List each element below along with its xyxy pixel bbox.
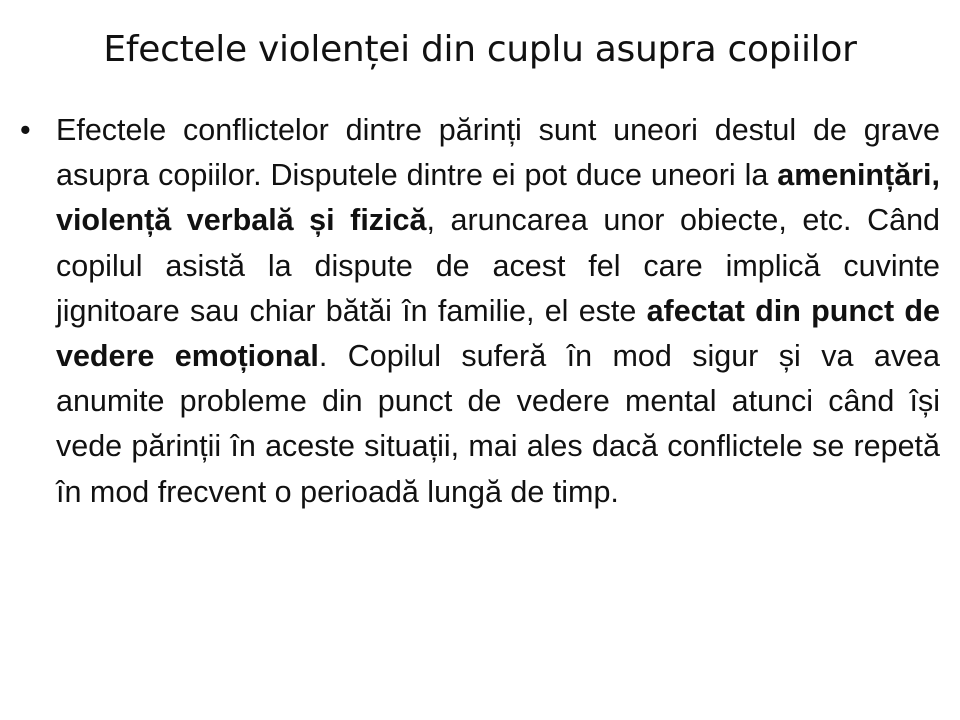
bullet-point-icon: • bbox=[20, 113, 31, 147]
paragraph-text: , aruncarea unor obiecte, etc. Când copilul asistă la dispute de acest fel care implică cuvinte jignitoare sau chiar bătăi în familie, el este bbox=[56, 203, 940, 328]
paragraph-text: . Copilul suferă în mod sigur și va avea anumite probleme din punct de vedere mental atunci când își vede părinții în aceste situații, mai ales dacă conflictele se repetă în mod frecvent o perioadă lungă de timp. bbox=[56, 339, 940, 509]
emphasis-threats-violence: amenințări, violență verbală și fizică bbox=[56, 158, 940, 238]
bullet-list bbox=[20, 108, 940, 515]
emphasis-emotional-impact: afectat din punct de vedere emoțional bbox=[56, 293, 940, 374]
bullet-item bbox=[20, 108, 940, 515]
paragraph-text: Efectele conflictelor dintre părinți sunt uneori destul de grave asupra copiilor. Disputele dintre ei pot duce uneori la bbox=[56, 113, 940, 193]
slide-title: Efectele violenței din cuplu asupra copiilor bbox=[103, 29, 857, 70]
